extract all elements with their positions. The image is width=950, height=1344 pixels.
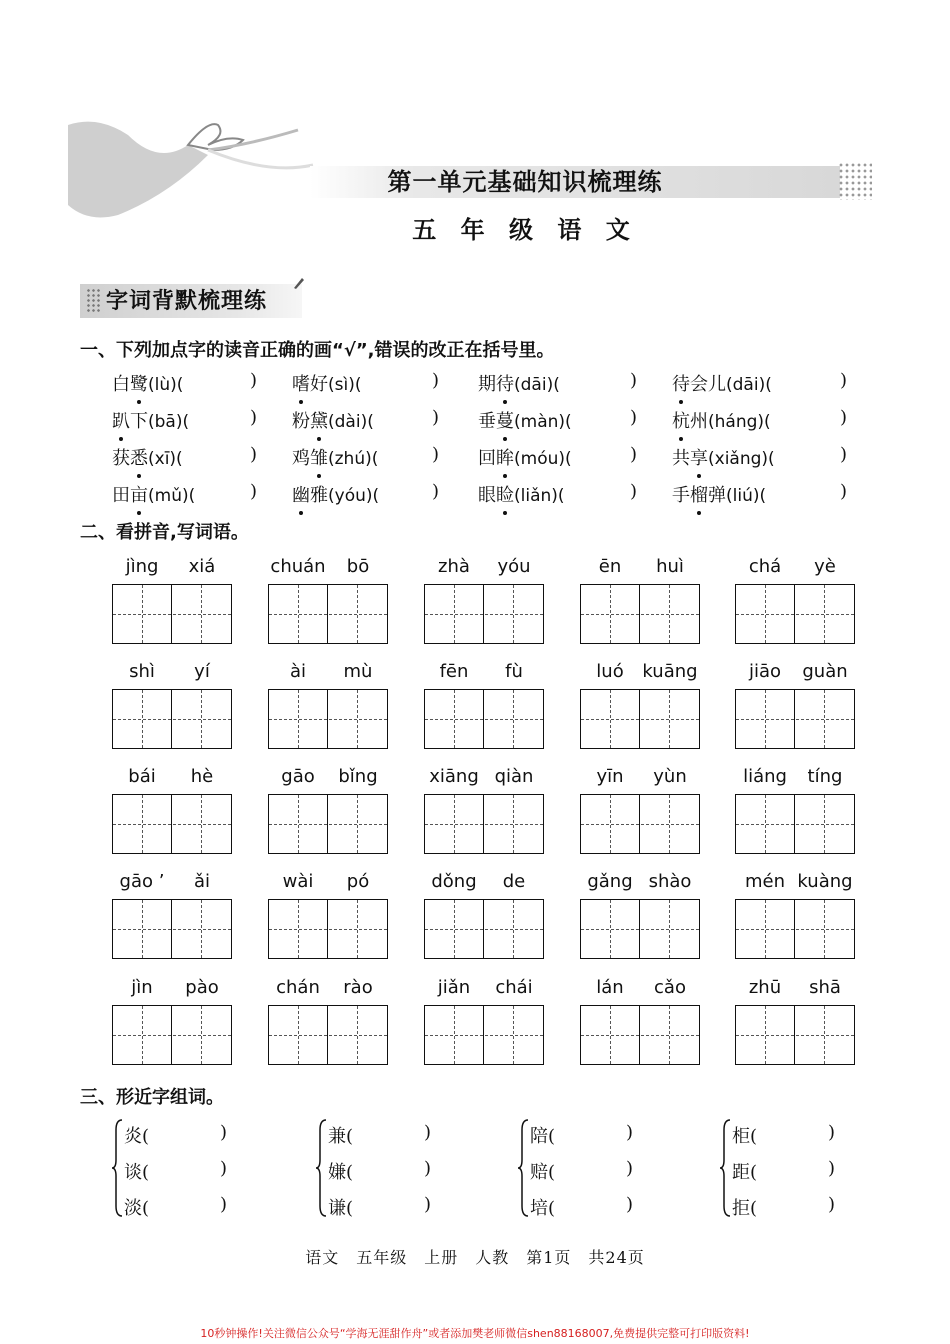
pinyin: (lù)( [148,375,184,395]
grid-guide [425,824,543,825]
writing-grid[interactable] [424,794,544,854]
word-group-row [328,1158,432,1184]
pinyin-syllable: gāo ’ [119,871,165,892]
dotted-char: 悉 [130,444,148,470]
dotted-char: 榴 [690,481,708,507]
answer-blank-close[interactable]: ) [432,370,440,391]
q1-heading: 一、下列加点字的读音正确的画“√”,错误的改正在括号里。 [80,340,555,361]
answer-blank-close[interactable]: ) [424,1122,432,1143]
pinyin: (yóu)( [328,486,380,506]
writing-grid[interactable] [735,584,855,644]
word-text: 好 [310,374,328,395]
pinyin-syllable: chán [276,977,320,998]
grid-guide [425,1035,543,1036]
grid-guide [736,719,854,720]
grid-guide [736,1035,854,1036]
brace-icon [112,1118,124,1218]
pinyin-syllable: zhū [748,977,782,998]
pen-icon [292,276,306,290]
pinyin-syllable: gāo [281,766,315,787]
q1-item [672,481,766,507]
char-label: 培( [530,1198,556,1219]
word-text: 弹 [708,485,726,506]
pinyin-syllable: shì [129,661,155,682]
word-text: 共 [672,448,690,469]
grid-guide [113,929,231,930]
writing-grid[interactable] [112,689,232,749]
q1-item [292,407,374,433]
pinyin-syllable: yùn [653,766,687,787]
writing-grid[interactable] [580,584,700,644]
pinyin-syllable: kuàng [797,871,853,892]
word-group-row [530,1122,634,1148]
answer-blank-close[interactable]: ) [424,1158,432,1179]
grid-guide [425,929,543,930]
answer-blank-close[interactable]: ) [424,1194,432,1215]
q1-item [672,444,775,470]
writing-grid[interactable] [580,794,700,854]
dotted-char: 雏 [310,444,328,470]
char-label: 赔( [530,1162,556,1183]
writing-grid[interactable] [580,899,700,959]
grid-guide [113,824,231,825]
word-text: 白 [112,374,130,395]
pinyin-syllable: yè [814,556,836,577]
word-text: 眼 [478,485,496,506]
pinyin-syllable: huì [656,556,684,577]
pinyin: (dāi)( [726,375,772,395]
char-label: 炎( [124,1126,150,1147]
word-text: 回 [478,448,496,469]
brace-group [112,1118,242,1218]
pinyin-syllable: xiāng [429,766,479,787]
q1-item [478,370,560,396]
pinyin-syllable: ǎi [193,871,211,892]
char-label: 兼( [328,1126,354,1147]
pinyin: (xiǎng)( [708,449,775,469]
grid-guide [581,719,699,720]
grid-guide [736,929,854,930]
pinyin: (sì)( [328,375,362,395]
answer-blank-close[interactable]: ) [250,370,258,391]
answer-blank-close[interactable]: ) [630,407,638,428]
grid-guide [269,1035,387,1036]
writing-grid[interactable] [424,1005,544,1065]
q1-item [112,370,183,396]
pinyin-syllable: jiāo [748,661,782,682]
word-text: 期 [478,374,496,395]
pinyin-syllable: gǎng [587,871,633,892]
pinyin-syllable: shào [648,871,692,892]
pinyin-syllable: chá [748,556,782,577]
grid-guide [269,929,387,930]
writing-grid[interactable] [112,584,232,644]
answer-blank-close[interactable]: ) [840,444,848,465]
pinyin-syllable: ài [289,661,307,682]
word-group-row [732,1122,836,1148]
writing-grid[interactable] [268,1005,388,1065]
pinyin: (dāi)( [514,375,560,395]
char-label: 陪( [530,1126,556,1147]
pinyin-syllable: yóu [497,556,531,577]
dotted-char: 蔓 [496,407,514,433]
writing-grid[interactable] [268,689,388,749]
word-group-row [328,1194,432,1220]
grid-guide [736,824,854,825]
page-footer: 语文 五年级 上册 人教 第1页 共24页 [305,1248,645,1267]
pinyin-syllable: lán [596,977,624,998]
answer-blank-close[interactable]: ) [630,481,638,502]
grid-guide [113,614,231,615]
answer-blank-close[interactable]: ) [432,481,440,502]
dotted-char: 待 [496,370,514,396]
pinyin: (liú)( [726,486,767,506]
grid-guide [269,824,387,825]
word-text: 获 [112,448,130,469]
brace-icon [720,1118,732,1218]
dotted-char: 待 [672,370,690,396]
q1-item [112,444,183,470]
pinyin-syllable: rào [343,977,373,998]
pinyin: (dài)( [328,412,374,432]
char-label: 嫌( [328,1162,354,1183]
answer-blank-close[interactable]: ) [630,370,638,391]
grid-guide [581,929,699,930]
pinyin-syllable: bǐng [338,766,378,787]
pinyin-syllable: guàn [802,661,848,682]
pinyin-syllable: chái [495,977,533,998]
word-text: 下 [130,411,148,432]
pinyin-syllable: liáng [743,766,787,787]
word-text: 垂 [478,411,496,432]
answer-blank-close[interactable]: ) [630,444,638,465]
pinyin-syllable: mén [744,871,786,892]
pinyin: (xī)( [148,449,183,469]
brace-group [720,1118,850,1218]
ribbon-decoration [58,105,318,225]
brace-icon [518,1118,530,1218]
pinyin-syllable: yí [194,661,210,682]
answer-blank-close[interactable]: ) [250,444,258,465]
dotted-char: 亩 [130,481,148,507]
grid-guide [269,719,387,720]
char-label: 柜( [732,1126,758,1147]
pinyin-syllable: de [502,871,526,892]
writing-grid[interactable] [112,899,232,959]
pinyin-syllable: dǒng [431,871,477,892]
pinyin-syllable: jiǎn [437,977,471,998]
grid-guide [581,1035,699,1036]
section-banner-label: 字词背默梳理练 [106,288,268,314]
pinyin: (mǔ)( [148,486,196,506]
q1-item [292,370,361,396]
pinyin-syllable: qiàn [494,766,534,787]
q2-heading: 二、看拼音,写词语。 [80,522,249,543]
writing-grid[interactable] [424,689,544,749]
brace-icon [316,1118,328,1218]
answer-blank-close[interactable]: ) [828,1158,836,1179]
pinyin-syllable: luó [596,661,624,682]
pinyin-syllable: fēn [439,661,469,682]
dotted-char: 黛 [310,407,328,433]
writing-grid[interactable] [268,794,388,854]
dotted-char: 嗜 [292,370,310,396]
writing-grid[interactable] [112,794,232,854]
grid-guide [581,614,699,615]
answer-blank-close[interactable]: ) [220,1194,228,1215]
answer-blank-close[interactable]: ) [432,407,440,428]
dotted-char: 杭 [672,407,690,433]
writing-grid[interactable] [424,899,544,959]
writing-grid[interactable] [735,1005,855,1065]
word-group-row [124,1194,228,1220]
pinyin-syllable: bái [128,766,156,787]
q1-item [292,481,379,507]
answer-blank-close[interactable]: ) [250,407,258,428]
pinyin-syllable: cǎo [654,977,686,998]
q1-item [672,407,771,433]
writing-grid[interactable] [735,794,855,854]
word-group-row [124,1122,228,1148]
word-group-row [530,1194,634,1220]
pinyin: (zhú)( [328,449,379,469]
section-banner [80,284,302,318]
pinyin: (màn)( [514,412,572,432]
grid-guide [581,824,699,825]
word-text: 鸡 [292,448,310,469]
pinyin-syllable: xiá [188,556,216,577]
pinyin-syllable: mù [343,661,373,682]
pinyin: (háng)( [708,412,771,432]
answer-blank-close[interactable]: ) [250,481,258,502]
dotted-char: 鹭 [130,370,148,396]
pinyin-syllable: jìng [125,556,159,577]
pinyin: (bā)( [148,412,190,432]
pinyin-syllable: ēn [598,556,622,577]
page-title: 第一单元基础知识梳理练 [387,168,663,196]
pinyin-syllable: hè [190,766,214,787]
char-label: 谦( [328,1198,354,1219]
pinyin-syllable: shā [809,977,841,998]
pinyin-syllable: chuán [270,556,326,577]
q1-item [292,444,378,470]
q1-item [478,407,572,433]
word-text: 雅 [310,485,328,506]
answer-blank-close[interactable]: ) [432,444,440,465]
grid-guide [425,719,543,720]
grid-guide [425,614,543,615]
word-group-row [530,1158,634,1184]
dotted-char: 趴 [112,407,130,433]
word-text: 粉 [292,411,310,432]
grid-guide [113,719,231,720]
word-group-row [732,1158,836,1184]
pinyin-syllable: pào [185,977,219,998]
pinyin-syllable: bō [346,556,370,577]
pinyin-syllable: fù [505,661,523,682]
dotted-char: 眸 [496,444,514,470]
promo-notice: 10秒钟操作!关注微信公众号“学海无涯甜作舟”或者添加樊老师微信shen88168007,免费提供完整可打印版资料! [200,1327,750,1340]
pinyin-syllable: yīn [596,766,624,787]
char-label: 距( [732,1162,758,1183]
answer-blank-close[interactable]: ) [828,1122,836,1143]
q1-item [478,481,565,507]
char-label: 淡( [124,1198,150,1219]
char-label: 谈( [124,1162,150,1183]
char-label: 拒( [732,1198,758,1219]
brace-group [518,1118,648,1218]
word-text: 会儿 [690,374,726,395]
writing-grid[interactable] [268,584,388,644]
grid-guide [736,614,854,615]
q1-item [478,444,572,470]
word-group-row [732,1194,836,1220]
pinyin: (liǎn)( [514,486,565,506]
writing-grid[interactable] [112,1005,232,1065]
answer-blank-close[interactable]: ) [626,1122,634,1143]
grid-guide [113,1035,231,1036]
pinyin-syllable: tíng [807,766,843,787]
q1-item [672,370,772,396]
pinyin-syllable: wài [282,871,314,892]
word-text: 田 [112,485,130,506]
answer-blank-close[interactable]: ) [828,1194,836,1215]
writing-grid[interactable] [424,584,544,644]
dotted-char: 享 [690,444,708,470]
pinyin-syllable: pó [346,871,370,892]
writing-grid[interactable] [268,899,388,959]
banner-dots [86,288,100,314]
pinyin-syllable: kuāng [642,661,698,682]
word-group-row [328,1122,432,1148]
pinyin: (móu)( [514,449,572,469]
writing-grid[interactable] [735,689,855,749]
writing-grid[interactable] [580,1005,700,1065]
grid-guide [269,614,387,615]
answer-blank-close[interactable]: ) [626,1194,634,1215]
answer-blank-close[interactable]: ) [220,1122,228,1143]
dotted-char: 睑 [496,481,514,507]
page-subtitle: 五 年 级 语 文 [412,215,638,244]
pinyin-syllable: zhà [438,556,470,577]
answer-blank-close[interactable]: ) [220,1158,228,1179]
writing-grid[interactable] [580,689,700,749]
answer-blank-close[interactable]: ) [840,481,848,502]
answer-blank-close[interactable]: ) [840,407,848,428]
answer-blank-close[interactable]: ) [840,370,848,391]
writing-grid[interactable] [735,899,855,959]
dotted-char: 幽 [292,481,310,507]
word-group-row [124,1158,228,1184]
pinyin-syllable: jìn [131,977,153,998]
q3-heading: 三、形近字组词。 [80,1087,224,1108]
title-band-dots [838,162,872,200]
word-text: 手 [672,485,690,506]
brace-group [316,1118,446,1218]
answer-blank-close[interactable]: ) [626,1158,634,1179]
q1-item [112,481,195,507]
word-text: 州 [690,411,708,432]
q1-item [112,407,189,433]
